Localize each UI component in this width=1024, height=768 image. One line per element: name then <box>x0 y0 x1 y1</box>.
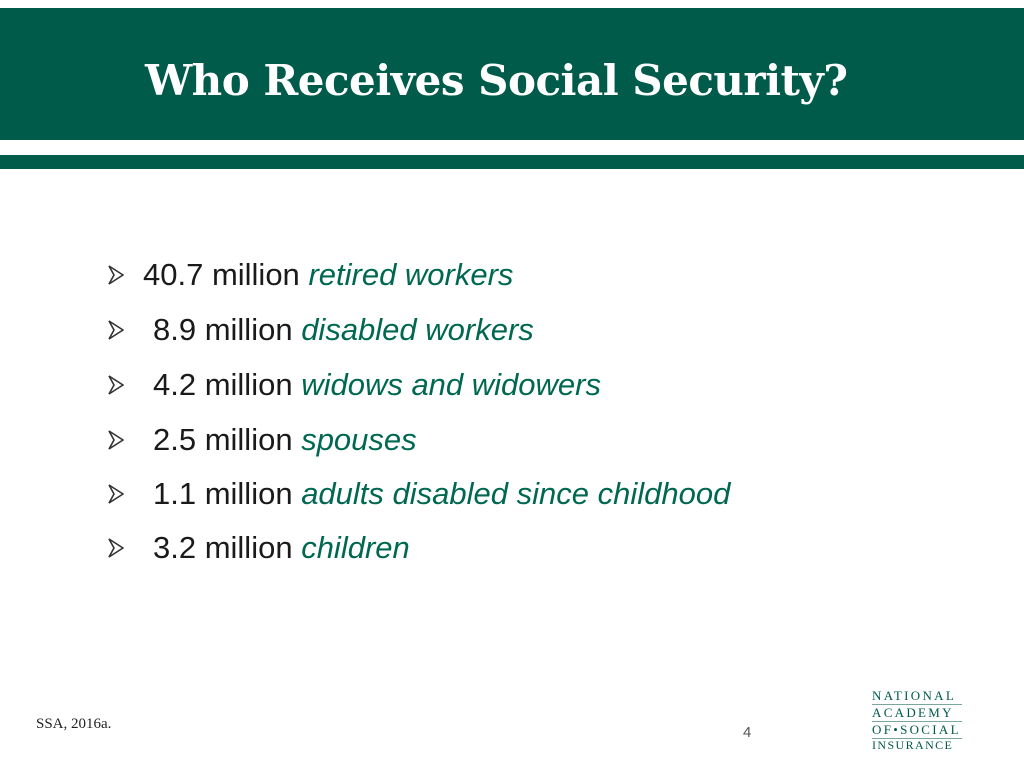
bullet-count: 3.2 million <box>153 530 293 565</box>
bullet-label: children <box>301 530 410 565</box>
bullet-text <box>153 422 417 458</box>
accent-divider <box>0 155 1024 169</box>
bullet-count: 2.5 million <box>153 422 293 457</box>
bullet-text <box>153 312 534 348</box>
nasi-logo <box>872 688 964 752</box>
logo-line: INSURANCE <box>872 738 954 752</box>
bullet-label: spouses <box>301 422 417 457</box>
bullet-text <box>153 367 601 403</box>
bullet-label: retired workers <box>308 257 514 292</box>
bullet-label: disabled workers <box>301 312 534 347</box>
page-number: 4 <box>743 724 752 741</box>
bullet-count: 4.2 million <box>153 367 293 402</box>
arrowhead-bullet-icon <box>108 430 124 450</box>
arrowhead-bullet-icon <box>108 265 124 285</box>
arrowhead-bullet-icon <box>108 320 124 340</box>
bullet-label: widows and widowers <box>301 367 601 402</box>
arrowhead-bullet-icon <box>108 484 124 504</box>
bullet-text <box>143 257 513 293</box>
arrowhead-bullet-icon <box>108 538 124 558</box>
bullet-text <box>153 476 730 512</box>
slide-title: Who Receives Social Security? <box>145 56 848 105</box>
bullet-text <box>153 530 410 566</box>
arrowhead-bullet-icon <box>108 375 124 395</box>
bullet-count: 8.9 million <box>153 312 293 347</box>
title-bar <box>0 8 1024 140</box>
logo-line: NATIONAL <box>872 688 957 703</box>
logo-line: ACADEMY <box>872 705 954 720</box>
bullet-count: 1.1 million <box>153 476 293 511</box>
bullet-label: adults disabled since childhood <box>301 476 731 511</box>
logo-line: OF•SOCIAL <box>872 722 961 737</box>
source-footnote: SSA, 2016a. <box>36 716 112 732</box>
bullet-count: 40.7 million <box>143 257 300 292</box>
